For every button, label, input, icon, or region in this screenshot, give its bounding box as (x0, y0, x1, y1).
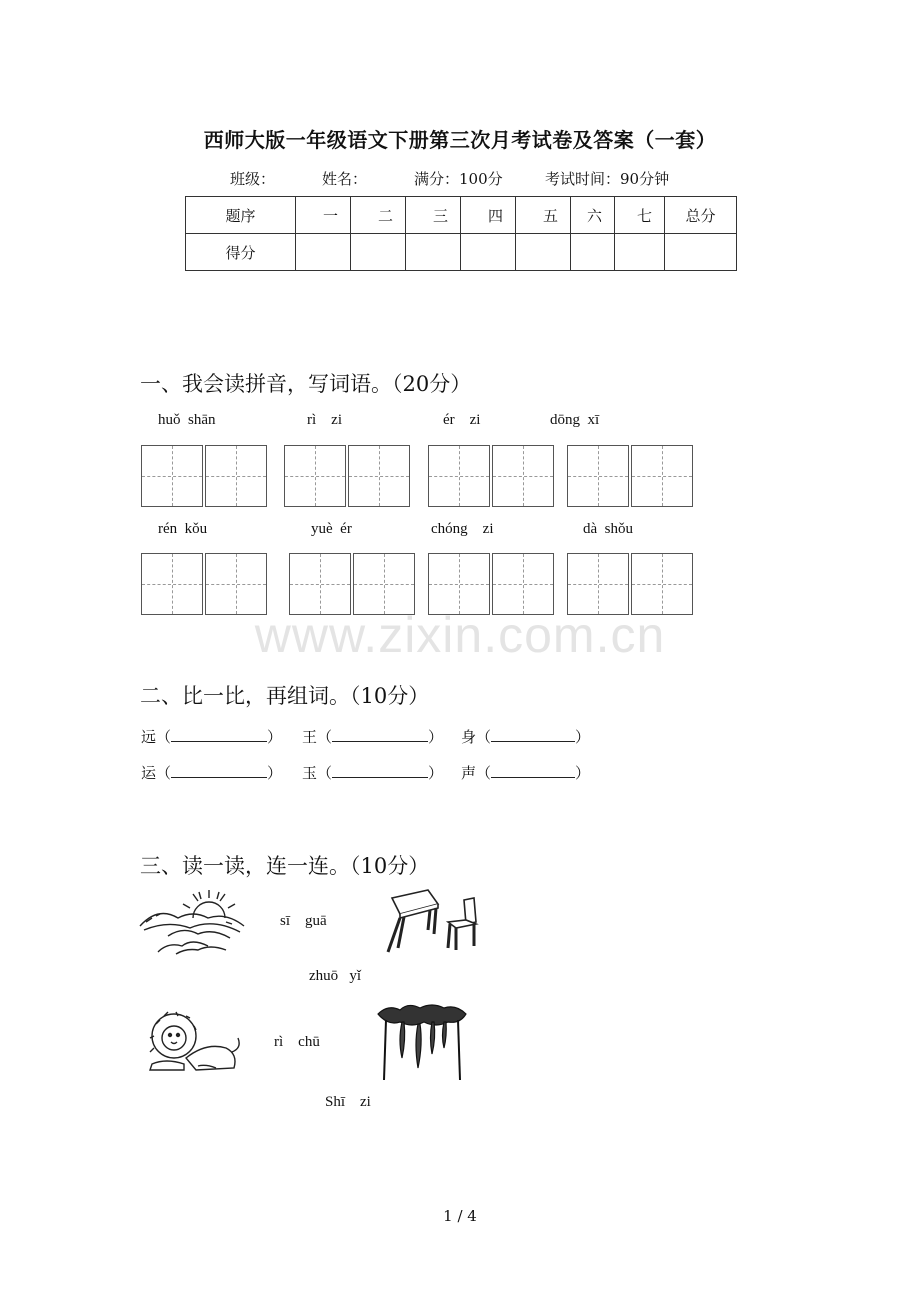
section2-heading: 二、比一比，再组词。（10分） (140, 684, 430, 708)
score-input-cell[interactable] (461, 234, 516, 271)
word-group-item (141, 726, 282, 747)
bracket: （ (476, 728, 492, 746)
bracket: （ (476, 764, 492, 782)
writing-grid-box[interactable] (348, 445, 410, 507)
class-label: 班级： (230, 170, 276, 188)
pinyin-word[interactable]: zhuō yǐ (309, 968, 362, 984)
pinyin-word[interactable]: rì chū (274, 1034, 320, 1050)
bracket: ） (267, 728, 283, 746)
pinyin-label: dōng xī (550, 412, 600, 428)
word-group-item (461, 726, 590, 747)
bracket: （ (317, 728, 333, 746)
writing-grid-box[interactable] (492, 445, 554, 507)
score-table-cell: 七 (615, 197, 665, 234)
lion-picture[interactable] (146, 1008, 242, 1076)
desk-chair-picture[interactable] (380, 886, 480, 956)
pinyin-word[interactable]: Shī zi (325, 1094, 371, 1110)
score-table-cell: 三 (406, 197, 461, 234)
character: 身 (461, 728, 477, 746)
word-group-item (141, 762, 282, 783)
score-input-cell[interactable] (296, 234, 351, 271)
character: 王 (302, 728, 318, 746)
score-input-cell[interactable] (571, 234, 615, 271)
word-group-item (302, 726, 443, 747)
bracket: ） (267, 764, 283, 782)
page-title: 西师大版一年级语文下册第三次月考试卷及答案（一套） (203, 128, 717, 152)
score-table-cell: 五 (516, 197, 571, 234)
character: 声 (461, 764, 477, 782)
pinyin-label: ér zi (443, 412, 481, 428)
word-group-item (302, 762, 443, 783)
page-number: 1 / 4 (443, 1207, 477, 1225)
writing-grid-box[interactable] (141, 445, 203, 507)
score-table-cell: 四 (461, 197, 516, 234)
pinyin-word[interactable]: sī guā (280, 913, 327, 929)
name-label: 姓名： (322, 170, 368, 188)
loofah-vine-picture[interactable] (374, 1000, 468, 1082)
section1-heading: 一、我会读拼音，写词语。（20分） (140, 372, 472, 396)
answer-blank[interactable] (171, 741, 267, 742)
pinyin-label: chóng zi (431, 521, 494, 537)
answer-blank[interactable] (491, 777, 575, 778)
pinyin-label: rì zi (307, 412, 342, 428)
score-input-cell[interactable] (406, 234, 461, 271)
section3-heading: 三、读一读，连一连。（10分） (140, 854, 430, 878)
bracket: （ (156, 728, 172, 746)
score-input-cell[interactable] (516, 234, 571, 271)
answer-blank[interactable] (332, 777, 428, 778)
word-group-item (461, 762, 590, 783)
writing-grid-box[interactable] (205, 445, 267, 507)
writing-grid-box[interactable] (631, 445, 693, 507)
bracket: ） (575, 764, 591, 782)
score-table-cell: 得分 (186, 234, 296, 271)
score-input-cell[interactable] (351, 234, 406, 271)
writing-grid-box[interactable] (284, 445, 346, 507)
pinyin-label: huǒ shān (158, 412, 216, 428)
answer-blank[interactable] (491, 741, 575, 742)
watermark: www.zixin.com.cn (254, 607, 666, 663)
character: 玉 (302, 764, 318, 782)
exam-time-label: 考试时间：90分钟 (545, 170, 670, 188)
pinyin-label: dà shǒu (583, 521, 633, 537)
bracket: （ (317, 764, 333, 782)
character: 运 (141, 764, 157, 782)
bracket: ） (428, 728, 444, 746)
full-score-label: 满分：100分 (414, 170, 503, 188)
score-input-cell[interactable] (615, 234, 665, 271)
bracket: ） (575, 728, 591, 746)
score-table-cell: 六 (571, 197, 615, 234)
character: 远 (141, 728, 157, 746)
answer-blank[interactable] (171, 777, 267, 778)
score-input-cell[interactable] (665, 234, 737, 271)
writing-grid-box[interactable] (428, 445, 490, 507)
answer-blank[interactable] (332, 741, 428, 742)
bracket: （ (156, 764, 172, 782)
writing-grid-box[interactable] (567, 445, 629, 507)
score-table-cell: 题序 (186, 197, 296, 234)
sunrise-picture[interactable] (138, 886, 246, 956)
pinyin-label: rén kǒu (158, 521, 208, 537)
pinyin-label: yuè ér (311, 521, 352, 537)
bracket: ） (428, 764, 444, 782)
score-table-score-row (186, 234, 737, 271)
score-table-cell: 总分 (665, 197, 737, 234)
score-table (185, 196, 737, 271)
score-table-cell: 二 (351, 197, 406, 234)
score-table-header-row (186, 197, 737, 234)
score-table-cell: 一 (296, 197, 351, 234)
